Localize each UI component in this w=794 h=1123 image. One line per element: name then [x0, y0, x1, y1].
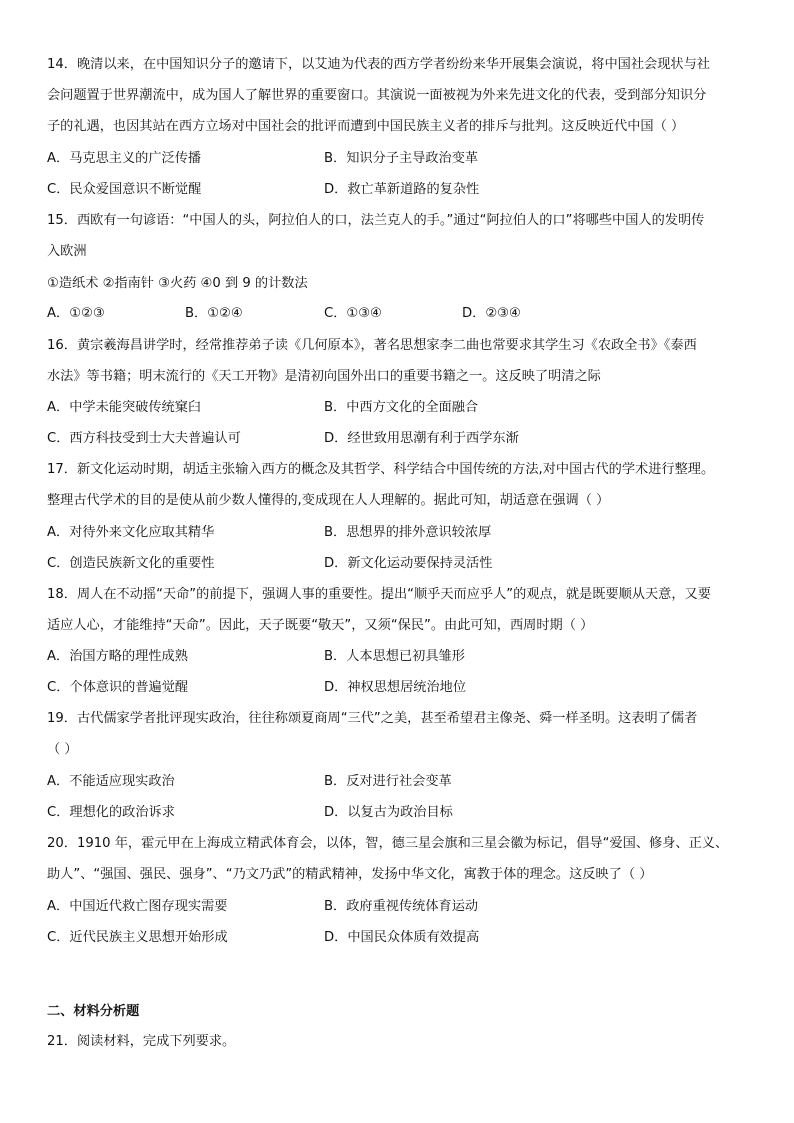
- options-row: [47, 766, 762, 797]
- options-row: [47, 797, 762, 828]
- question-text: 20．1910 年，霍元甲在上海成立精武体育会，以体，智，德三星会旗和三星会徽为标记，倡导“爱国、修身、正义、: [47, 836, 729, 851]
- section-title: 二、材料分析题: [47, 1004, 140, 1019]
- question-text: 17．新文化运动时期，胡适主张输入西方的概念及其哲学、科学结合中国传统的方法,对中国古代的学术进行整理。: [47, 462, 715, 477]
- option-a[interactable]: A．对待外来文化应取其精华: [47, 525, 215, 540]
- option-b[interactable]: B．①②④: [185, 306, 243, 321]
- options-row: [47, 641, 762, 672]
- question-14: [47, 49, 762, 143]
- question-19: [47, 703, 762, 765]
- options-row: [47, 298, 762, 329]
- question-text: 入欧洲: [47, 244, 87, 260]
- question-text: 适应人心，才能维持“天命”。因此，天子既要“敬天”，又须“保民”。由此可知，西周时期（ ）: [47, 618, 594, 634]
- question-text: 助人”、“强国、强民、强身”、“乃文乃武”的精武精神，发扬中华文化，寓教于体的理念。这反映了（ ）: [47, 867, 653, 883]
- option-a[interactable]: A．①②③: [47, 306, 105, 321]
- option-b[interactable]: B．政府重视传统体育运动: [324, 899, 479, 914]
- option-c[interactable]: C．理想化的政治诉求: [47, 805, 175, 820]
- question-text: 水法》等书籍；明末流行的《天工开物》是清初向国外出口的重要书籍之一。这反映了明清之际: [47, 369, 601, 385]
- option-d[interactable]: D．中国民众体质有效提高: [324, 930, 480, 945]
- question-21-intro: 21．阅读材料，完成下列要求。: [47, 1034, 236, 1049]
- option-a[interactable]: A．马克思主义的广泛传播: [47, 151, 202, 166]
- options-row: [47, 891, 762, 922]
- option-b[interactable]: B．中西方文化的全面融合: [324, 400, 479, 415]
- option-d[interactable]: D．②③④: [462, 306, 521, 321]
- options-row: [47, 517, 762, 548]
- option-c[interactable]: C．创造民族新文化的重要性: [47, 556, 215, 571]
- option-c[interactable]: C．①③④: [324, 306, 382, 321]
- option-d[interactable]: D．经世致用思潮有利于西学东渐: [324, 431, 519, 446]
- question-17: [47, 454, 762, 516]
- option-a[interactable]: A．中学未能突破传统窠臼: [47, 400, 202, 415]
- question-16: [47, 330, 762, 392]
- options-row: [47, 143, 762, 174]
- option-a[interactable]: A．治国方略的理性成熟: [47, 649, 188, 664]
- option-d[interactable]: D．新文化运动要保持灵活性: [324, 556, 493, 571]
- option-d[interactable]: D．救亡革新道路的复杂性: [324, 182, 480, 197]
- question-text: 会问题置于世界潮流中，成为国人了解世界的重要窗口。其演说一面被视为外来先进文化的代表，受到部分知识分: [47, 88, 707, 104]
- option-b[interactable]: B．反对进行社会变革: [324, 774, 452, 789]
- option-b[interactable]: B．知识分子主导政治变革: [324, 151, 479, 166]
- option-c[interactable]: C．近代民族主义思想开始形成: [47, 930, 228, 945]
- question-text: （ ）: [47, 742, 78, 758]
- option-c[interactable]: C．民众爱国意识不断觉醒: [47, 182, 202, 197]
- option-b[interactable]: B．人本思想已初具雏形: [324, 649, 465, 664]
- question-text: 15．西欧有一句谚语：“中国人的头，阿拉伯人的口，法兰克人的手。”通过“阿拉伯人的口”将哪些中国人的发明传: [47, 213, 705, 228]
- question-text: 18．周人在不动摇“天命”的前提下，强调人事的重要性。提出“顺乎天而应乎人”的观点，就是既要顺从天意，又要: [47, 587, 711, 602]
- question-text: 16．黄宗羲海昌讲学时，经常推荐弟子读《几何原本》，著名思想家李二曲也常要求其学生习《农政全书》《泰西: [47, 338, 697, 353]
- options-row: [47, 672, 762, 703]
- question-text: 整理古代学术的目的是使从前少数人懂得的,变成现在人人理解的。据此可知，胡适意在强调（ ）: [47, 493, 610, 509]
- question-15: [47, 205, 762, 267]
- option-d[interactable]: D．以复古为政治目标: [324, 805, 453, 820]
- option-a[interactable]: A．中国近代救亡图存现实需要: [47, 899, 228, 914]
- option-c[interactable]: C．个体意识的普遍觉醒: [47, 680, 189, 695]
- options-row: [47, 174, 762, 205]
- option-b[interactable]: B．思想界的排外意识较浓厚: [324, 525, 492, 540]
- option-d[interactable]: D．神权思想居统治地位: [324, 680, 467, 695]
- question-text: 14．晚清以来，在中国知识分子的邀请下，以艾迪为代表的西方学者纷纷来华开展集会演说，将中国社会现状与社: [47, 57, 710, 72]
- question-18: [47, 579, 762, 641]
- question-text: 19．古代儒家学者批评现实政治，往往称颂夏商周“三代”之美，甚至希望君主像尧、舜一样圣明。这表明了儒者: [47, 711, 698, 726]
- question-20: [47, 828, 762, 890]
- options-row: [47, 392, 762, 423]
- option-a[interactable]: A．不能适应现实政治: [47, 774, 175, 789]
- question-text: 子的礼遇，也因其站在西方立场对中国社会的批评而遭到中国民族主义者的排斥与批判。这反映近代中国（ ）: [47, 119, 685, 135]
- option-c[interactable]: C．西方科技受到士大夫普遍认可: [47, 431, 241, 446]
- question-items: ①造纸术 ②指南针 ③火药 ④0 到 9 的计数法: [47, 276, 308, 291]
- options-row: [47, 922, 762, 953]
- options-row: [47, 548, 762, 579]
- options-row: [47, 423, 762, 454]
